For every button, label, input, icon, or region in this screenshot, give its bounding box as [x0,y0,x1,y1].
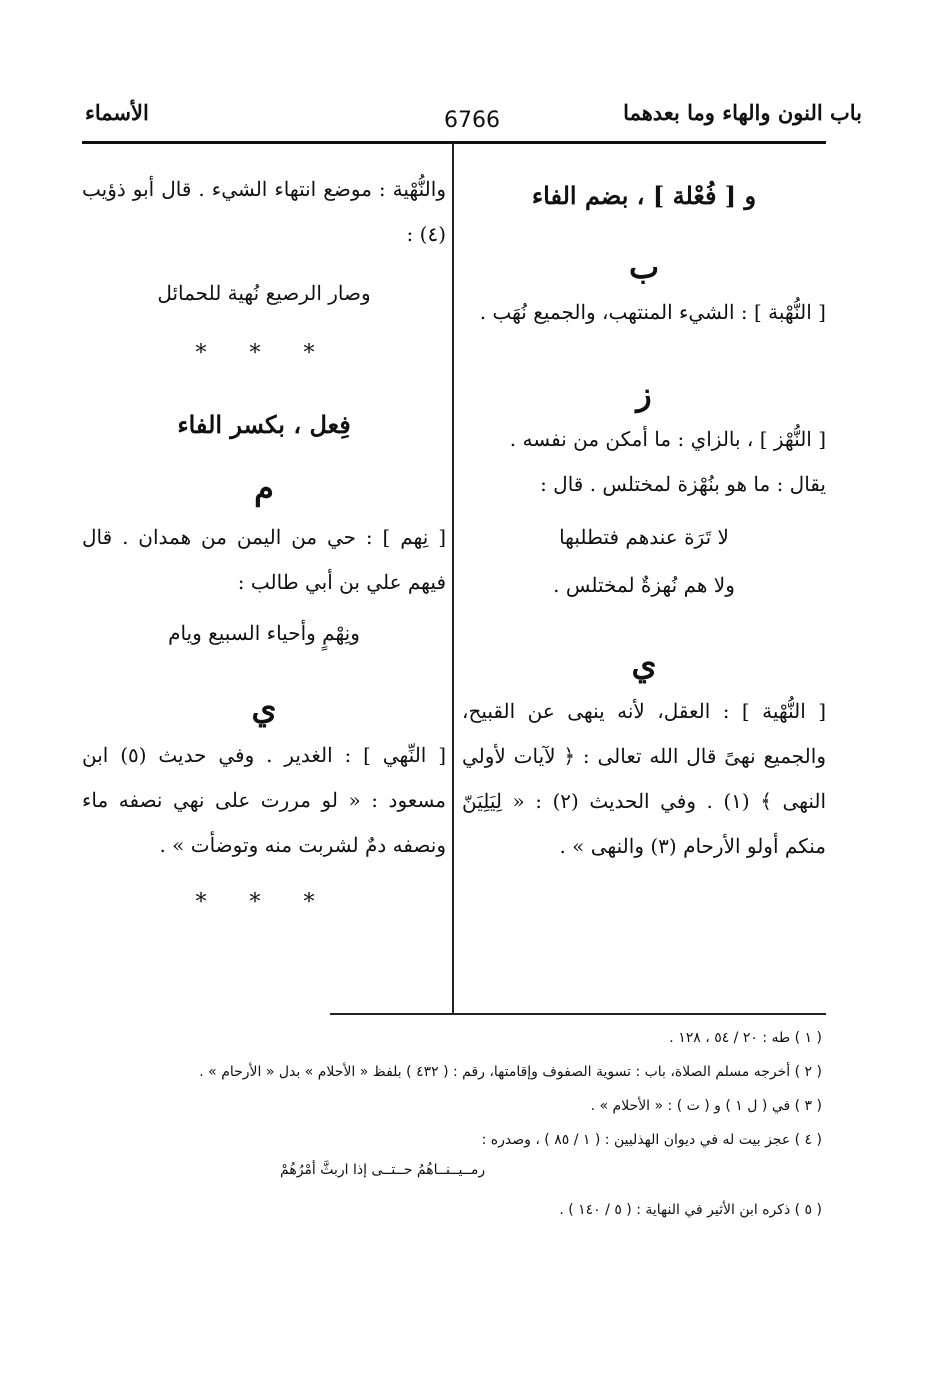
running-head-section: الأسماء [85,100,149,125]
letter-heading-mim: م [254,469,274,507]
verse-ali: ونِهْمٍ وأحياء السبيع ويام [168,621,360,645]
entry-nuhya: [ النُّهْية ] : العقل، لأنه ينهى عن القبيح، والجميع نهىً قال الله تعالى : ﴿ لآيات لأولي النهى ﴾ (١) . وفي الحديث (٢) : « لِيَلِيَنّ منكم أولو الأرحام (٣) والنهى » . [462,699,827,858]
letter-heading-ba: ب [628,248,660,286]
footnote-4-verse: رمــيــنــاهُمُ حــتــى إذا اربثَّ أمْرُهُمْ [280,1162,486,1178]
section-heading-fula: و [ فُعْلة ] ، بضم الفاء [531,181,757,210]
section-divider-stars: * * * [195,341,333,366]
footnote-2: ( ٢ ) أخرجه مسلم الصلاة، باب : تسوية الصفوف وإقامتها، رقم : ( ٤٣٢ ) بلفظ « الأحلام » بدل « الأرحام » . [199,1064,822,1080]
footnote-3: ( ٣ ) في ( ل ١ ) و ( ت ) : « الأحلام » . [590,1098,822,1114]
entry-nuhya-limit: والنُّهْية : موضع انتهاء الشيء . قال أبو ذؤيب (٤) : [82,177,446,246]
letter-heading-ya-left: ي [251,689,277,727]
section-divider-stars-2: * * * [195,890,333,915]
letter-heading-zay: ز [636,375,652,413]
section-heading-fil: فِعل ، بكسر الفاء [177,410,351,439]
entry-nuhba: [ النُّهْبة ] : الشيء المنتهب، والجميع نُهَب . [479,300,826,324]
left-column [82,155,446,915]
header-rule [82,141,826,144]
verse-line-2: ولا هم نُهزةٌ لمختلس . [553,573,735,597]
footnote-1: ( ١ ) طه : ٢٠ / ٥٤ ، ١٢٨ . [669,1030,822,1046]
entry-nuhz-continued: يقال : ما هو بنُهْزة لمختلس . قال : [540,472,826,496]
entry-nihm: [ نِهم ] : حي من اليمن من همدان . قال فيهم علي بن أبي طالب : [82,525,446,594]
footnote-4: ( ٤ ) عجز بيت له في ديوان الهذليين : ( ١ / ٨٥ ) ، وصدره : [481,1132,822,1148]
entry-nihy: [ النِّهي ] : الغدير . وفي حديث (٥) ابن مسعود : « لو مررت على نهي نصفه ماء ونصفه دمٌ لشربت منه وتوضأت » . [82,743,447,857]
right-column [462,155,826,869]
letter-heading-ya: ي [631,645,657,683]
verse-line-1: لا تَرَة عندهم فتطلبها [559,525,729,549]
page-number: 6766 [444,108,500,133]
footnote-rule [330,1013,826,1015]
column-separator [452,143,454,1013]
footnote-5: ( ٥ ) ذكره ابن الأثير في النهاية : ( ٥ / ١٤٠ ) . [559,1202,822,1218]
entry-nuhz: [ النُّهْز ] ، بالزاي : ما أمكن من نفسه . [509,427,826,451]
verse-dhuayb: وصار الرصيع نُهية للحمائل [157,281,371,305]
running-head-chapter: باب النون والهاء وما بعدهما [623,100,862,125]
